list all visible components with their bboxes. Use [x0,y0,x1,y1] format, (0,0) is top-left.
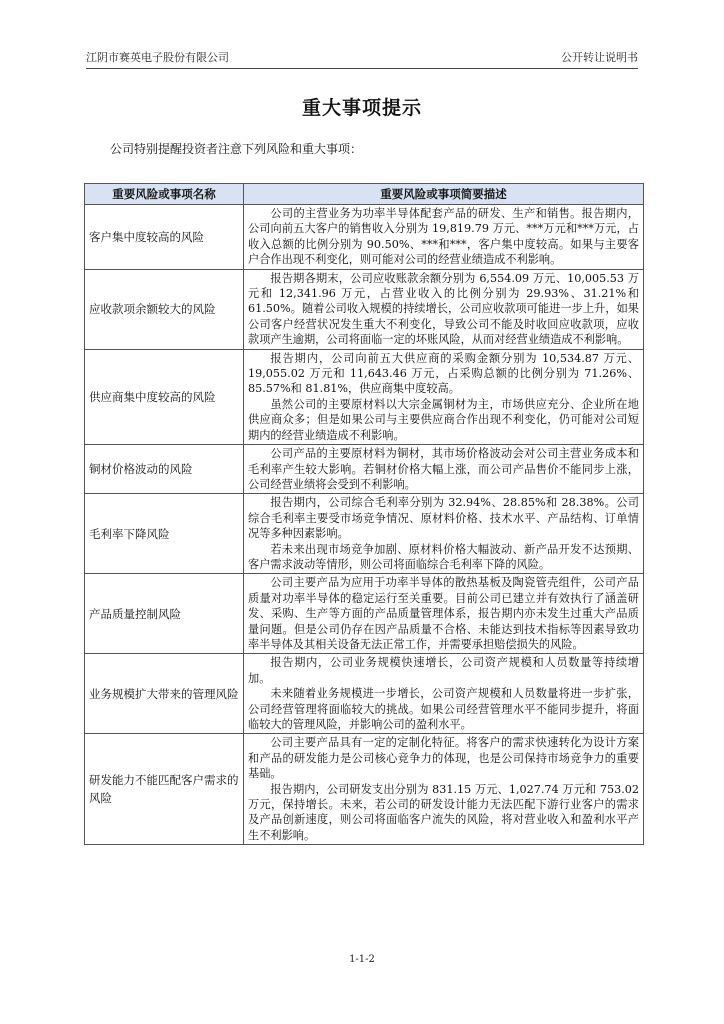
table-header-row [85,184,644,205]
risk-desc-paragraph: 报告期各期末，公司应收账款余额分别为 6,554.09 万元、10,005.53 万元和 12,341.96 万元，占营业收入的比例分别为 29.93%、31.21%和 61.50%。随着公司收入规模的持续增长，公司应收款项可能进一步上升，如果公司客户经营状况发生重大不利变化，导致公司不能及时收回应收款项，应收款项产生逾期，公司将面临一定的坏账风险，从而对经营业绩造成不利影响。 [248,271,639,347]
risk-desc-paragraph: 若未来出现市场竞争加剧、原材料价格大幅波动、新产品开发不达预期、客户需求波动等情形，则公司将面临综合毛利率下降的风险。 [248,542,639,571]
risk-desc-cell [244,269,644,349]
intro-text: 公司特别提醒投资者注意下列风险和重大事项： [110,142,363,156]
table-row [85,654,644,734]
risk-desc-paragraph: 公司的主营业务为功率半导体配套产品的研发、生产和销售。报告期内，公司向前五大客户的销售收入分别为 19,819.79 万元、***万元和***万元，占收入总额的比例分别为 90.50%、***和***，客户集中度较高。如果与主要客户合作出现不利变化，则可能对公司的经营业绩造成不利影响。 [248,207,639,267]
risk-desc-paragraph: 公司主要产品具有一定的定制化特征。将客户的需求快速转化为设计方案和产品的研发能力是公司核心竞争力的体现，也是公司保持市场竞争力的重要基础。 [248,736,639,781]
table-row [85,269,644,349]
risk-desc-cell [244,445,644,494]
table-row [85,445,644,494]
risk-name-cell: 产品质量控制风险 [85,574,244,654]
risk-desc-cell [244,349,644,444]
page-number: 1-1-2 [349,954,375,965]
table-row [85,734,644,845]
risk-desc-cell [244,654,644,734]
risk-table-body [85,205,644,845]
table-row [85,349,644,444]
risk-desc-paragraph: 报告期内，公司研发支出分别为 831.15 万元、1,027.74 万元和 753.02 万元，保持增长。未来，若公司的研发设计能力无法匹配下游行业客户的需求及产品创新速度，则公司将面临客户流失的风险，将对营业收入和盈利水平产生不利影响。 [248,782,639,842]
table-row [85,494,644,574]
risk-desc-paragraph: 公司主要产品为应用于功率半导体的散热基板及陶瓷管壳组件，公司产品质量对功率半导体的稳定运行至关重要。目前公司已建立并有效执行了涵盖研发、采购、生产等方面的产品质量管理体系，报告期内亦未发生过重大产品质量问题。但是公司仍存在因产品质量不合格、未能达到技术指标等因素导致功率半导体及其相关设备无法正常工作，并需要承担赔偿损失的风险。 [248,576,639,651]
risk-desc-paragraph: 报告期内，公司综合毛利率分别为 32.94%、28.85%和 28.38%。公司综合毛利率主要受市场竞争情况、原材料价格、技术水平、产品结构、订单情况等多种因素影响。 [248,496,639,541]
risk-desc-cell [244,494,644,574]
risk-name-cell: 毛利率下降风险 [85,494,244,574]
risk-table [84,183,644,845]
risk-desc-paragraph: 报告期内，公司向前五大供应商的采购金额分别为 10,534.87 万元、19,055.02 万元和 11,643.46 万元，占采购总额的比例分别为 71.26%、85.57%和 81.81%，供应商集中度较高。 [248,351,639,396]
header-doc-type: 公开转让说明书 [561,51,638,64]
page-title: 重大事项提示 [301,97,422,119]
column-header-desc: 重要风险或事项简要描述 [244,184,644,205]
risk-name-cell: 业务规模扩大带来的管理风险 [85,654,244,734]
risk-name-cell: 铜材价格波动的风险 [85,445,244,494]
header-company: 江阴市赛英电子股份有限公司 [86,51,229,64]
risk-name-cell: 应收款项余额较大的风险 [85,269,244,349]
risk-desc-paragraph: 公司产品的主要原材料为铜材，其市场价格波动会对公司主营业务成本和毛利率产生较大影响。若铜材价格大幅上涨，而公司产品售价不能同步上涨，公司经营业绩将会受到不利影响。 [248,447,639,491]
risk-desc-paragraph: 虽然公司的主要原材料以大宗金属铜材为主，市场供应充分、企业所在地供应商众多；但是如果公司与主要供应商合作出现不利变化，仍可能对公司短期内的经营业绩造成不利影响。 [248,397,639,442]
page-header [86,48,638,69]
risk-name-cell: 研发能力不能匹配客户需求的风险 [85,734,244,845]
risk-desc-cell [244,205,644,270]
risk-desc-cell [244,574,644,654]
risk-desc-cell [244,734,644,845]
table-row [85,574,644,654]
column-header-name: 重要风险或事项名称 [85,184,244,205]
risk-name-cell: 客户集中度较高的风险 [85,205,244,270]
risk-name-cell: 供应商集中度较高的风险 [85,349,244,444]
risk-desc-paragraph: 报告期内，公司业务规模快速增长，公司资产规模和人员数量等持续增加。 [248,656,639,685]
table-row [85,205,644,270]
risk-desc-paragraph: 未来随着业务规模进一步增长，公司资产规模和人员数量将进一步扩张，公司经营管理将面临较大的挑战。如果公司经营管理水平不能同步提升，将面临较大的管理风险，并影响公司的盈利水平。 [248,687,639,731]
